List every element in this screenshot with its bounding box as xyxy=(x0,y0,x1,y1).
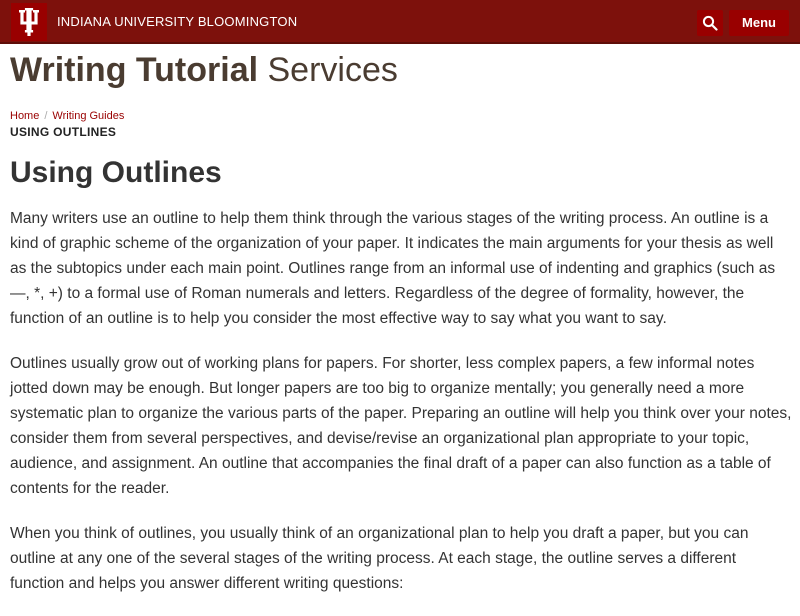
search-icon xyxy=(702,15,718,31)
site-title-strong: Writing Tutorial xyxy=(10,51,259,89)
breadcrumb-writing-guides-link[interactable]: Writing Guides xyxy=(52,110,125,122)
search-button[interactable] xyxy=(697,10,723,36)
breadcrumb-current: USING OUTLINES xyxy=(10,125,117,139)
menu-button[interactable]: Menu xyxy=(729,10,789,36)
iu-trident-icon[interactable] xyxy=(11,3,47,41)
paragraph-3: When you think of outlines, you usually think of an organizational plan to help you draft a paper, but you can outline at any one of the several stages of the writing process. At each stage, the outline serves a different function and helps you answer different writing questions: xyxy=(10,525,749,592)
site-title-light: Services xyxy=(258,51,398,89)
campus-name-link[interactable]: INDIANA UNIVERSITY BLOOMINGTON xyxy=(57,14,298,29)
article-body xyxy=(10,206,794,616)
page-heading: Using Outlines xyxy=(10,156,222,189)
site-title-link[interactable] xyxy=(10,48,398,92)
paragraph-2: Outlines usually grow out of working plans for papers. For shorter, less complex papers, a few informal notes jotted down may be enough. But longer papers are too big to organize mentally; you generally need a more systematic plan to organize the various parts of the paper. Preparing an outline will help you think over your notes, consider them from several perspectives, and devise/revise an organizational plan appropriate to your topic, audience, and assignment. An outline that accompanies the final draft of a paper can also function as a table of contents for the reader. xyxy=(10,355,792,497)
breadcrumb-separator: / xyxy=(44,110,48,122)
site-header xyxy=(0,0,800,44)
breadcrumb xyxy=(10,109,124,123)
trident-logo-icon xyxy=(17,7,41,37)
breadcrumb-home-link[interactable]: Home xyxy=(10,110,40,122)
paragraph-1: Many writers use an outline to help them think through the various stages of the writing process. An outline is a kind of graphic scheme of the organization of your paper. It indicates the main arguments for your thesis as well as the subtopics under each main point. Outlines range from an informal use of indenting and graphics (such as —, *, +) to a formal use of Roman numerals and letters. Regardless of the degree of formality, however, the function of an outline is to help you consider the most effective way to say what you want to say. xyxy=(10,210,776,327)
